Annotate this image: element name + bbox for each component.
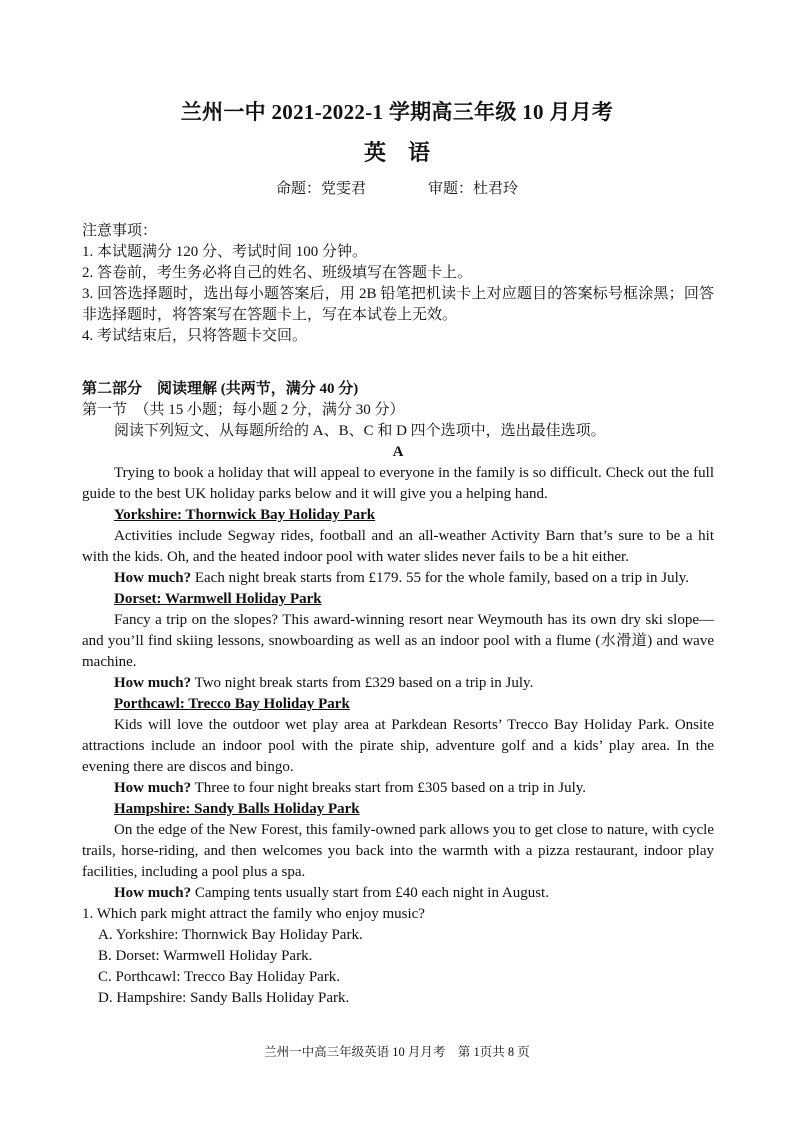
option-a: A. Yorkshire: Thornwick Bay Holiday Park. [98, 927, 363, 943]
park-price [82, 883, 714, 904]
passage-intro: Trying to book a holiday that will appeal to everyone in the family is so difficult. Check out the full guide to the best UK holiday parks below and it will give you a helping hand. [82, 465, 714, 502]
park-name: Dorset: Warmwell Holiday Park [114, 591, 322, 607]
park-description: Activities include Segway rides, football and an all-weather Activity Barn that’s sure to be a hit with the kids. Oh, and the heated indoor pool with water slides never fails to be a hit either. [82, 528, 714, 565]
park-description: On the edge of the New Forest, this family-owned park allows you to get close to nature, with cycle trails, horse-riding, and then welcomes you back into the warmth with a pizza restaurant, indoor play facilities, including a pool plus a spa. [82, 822, 714, 880]
price-label: How much? [114, 675, 192, 691]
park-price [82, 568, 714, 589]
park-price [82, 778, 714, 799]
setter: 命题：党雯君 [275, 181, 366, 197]
park-price [82, 673, 714, 694]
park-description: Fancy a trip on the slopes? This award-winning resort near Weymouth has its own dry ski slope—and you’ll find skiing lessons, snowboarding as well as an indoor pool with a flume (水滑道) and wave machine. [82, 612, 714, 670]
notes-section [82, 221, 714, 347]
note-item-4: 4. 考试结束后，只将答题卡交回。 [82, 328, 308, 344]
price-label: How much? [114, 780, 192, 796]
reading-section [82, 379, 714, 1009]
note-item-1: 1. 本试题满分 120 分、考试时间 100 分钟。 [82, 244, 368, 260]
exam-title: 兰州一中 2021-2022-1 学期高三年级 10 月月考 [180, 100, 614, 124]
note-item-3: 3. 回答选择题时，选出每小题答案后，用 2B 铅笔把机读卡上对应题目的答案标号框涂黑；回答非选择题时，将答案写在答题卡上，写在本试卷上无效。 [82, 286, 714, 323]
section-heading: 第一节 （共 15 小题；每小题 2 分，满分 30 分） [82, 402, 405, 418]
subject-title: 英 语 [363, 140, 430, 165]
part-heading: 第二部分 阅读理解 (共两节，满分 40 分) [82, 381, 359, 397]
notes-heading: 注意事项： [82, 223, 158, 239]
price-text: Camping tents usually start from £40 each night in August. [191, 885, 549, 901]
instruction: 阅读下列短文、从每题所给的 A、B、C 和 D 四个选项中，选出最佳选项。 [114, 423, 606, 439]
price-label: How much? [114, 570, 192, 586]
note-item-2: 2. 答卷前，考生务必将自己的姓名、班级填写在答题卡上。 [82, 265, 473, 281]
passage-label: A [392, 444, 404, 460]
question-stem: 1. Which park might attract the family who enjoy music? [82, 906, 425, 922]
park-name: Hampshire: Sandy Balls Holiday Park [114, 801, 360, 817]
price-text: Three to four night breaks start from £305 based on a trip in July. [191, 780, 587, 796]
price-label: How much? [114, 885, 192, 901]
price-text: Each night break starts from £179. 55 for the whole family, based on a trip in July. [191, 570, 690, 586]
author-line [0, 177, 794, 198]
price-text: Two night break starts from £329 based on a trip in July. [191, 675, 534, 691]
page-footer: 兰州一中高三年级英语 10 月月考 第 1页共 8 页 [264, 1045, 530, 1059]
reviewer: 审题：杜君玲 [428, 181, 519, 197]
option-d: D. Hampshire: Sandy Balls Holiday Park. [98, 990, 350, 1006]
option-b: B. Dorset: Warmwell Holiday Park. [98, 948, 313, 964]
park-name: Porthcawl: Trecco Bay Holiday Park [114, 696, 350, 712]
option-c: C. Porthcawl: Trecco Bay Holiday Park. [98, 969, 341, 985]
park-name: Yorkshire: Thornwick Bay Holiday Park [114, 507, 376, 523]
park-description: Kids will love the outdoor wet play area at Parkdean Resorts’ Trecco Bay Holiday Park. Onsite attractions include an indoor pool with the pirate ship, adventure golf and a kids’ play area. In the evening there are discos and bingo. [82, 717, 714, 775]
